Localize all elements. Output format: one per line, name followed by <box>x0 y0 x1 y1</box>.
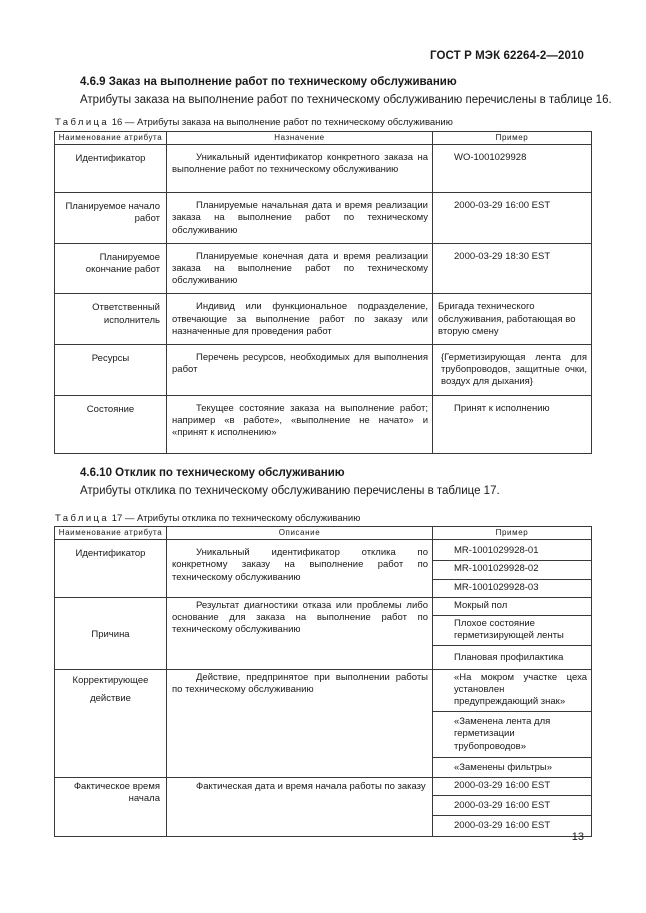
column-header: Наименование атрибута <box>55 527 167 540</box>
attr-name: Ответственный исполнитель <box>55 294 167 345</box>
attr-desc: Фактическая дата и время начала работы по заказу <box>167 778 433 837</box>
column-header: Описание <box>167 527 433 540</box>
column-header: Назначение <box>167 132 433 145</box>
table-row <box>55 778 592 796</box>
attr-desc: Уникальный идентификатор отклика по конкретному заказу на выполнение работ по техническому обслуживанию <box>167 540 433 598</box>
attr-example: Мокрый пол <box>433 597 592 615</box>
attr-name: Состояние <box>55 395 167 453</box>
attr-desc: Действие, предпринятое при выполнении работы по техническому обслуживанию <box>167 669 433 777</box>
attr-name: Фактическое время начала <box>55 778 167 837</box>
caption-text: 17 — Атрибуты отклика по техническому обслуживанию <box>109 513 361 524</box>
attr-name: Планируемое окончание работ <box>55 243 167 294</box>
table-row <box>55 395 592 453</box>
attr-example: 2000-03-29 18:30 EST <box>433 243 592 294</box>
attr-desc: Уникальный идентификатор конкретного заказа на выполнение работ по техническому обслуживанию <box>167 145 433 193</box>
attr-example: 2000-03-29 16:00 EST <box>433 816 592 836</box>
column-header: Пример <box>433 527 592 540</box>
table-16-caption <box>55 117 453 128</box>
running-header: ГОСТ Р МЭК 62264-2—2010 <box>430 50 584 62</box>
attr-example: WO-1001029928 <box>433 145 592 193</box>
attr-name: Корректирующее действие <box>55 669 167 777</box>
table-16 <box>54 131 592 454</box>
attr-desc: Планируемые конечная дата и время реализации заказа на выполнение работ по техническому обслуживанию <box>167 243 433 294</box>
table-row <box>55 345 592 396</box>
table-row <box>55 597 592 615</box>
section-heading-4-6-10: 4.6.10 Отклик по техническому обслуживанию <box>80 467 345 479</box>
caption-word: Таблица <box>55 117 110 128</box>
table-row <box>55 243 592 294</box>
attr-example: «На мокром участке цеха установлен предупреждающий знак» <box>433 669 592 712</box>
attr-name: Идентификатор <box>55 540 167 598</box>
attr-example: «Заменена лента для герметизации трубопроводов» <box>433 712 592 758</box>
table-row <box>55 669 592 712</box>
table-17 <box>54 526 592 837</box>
attr-desc: Текущее состояние заказа на выполнение работ; например «в работе», «выполнение не начато» и «принят к исполнению» <box>167 395 433 453</box>
attr-name: Идентификатор <box>55 145 167 193</box>
column-header: Наименование атрибута <box>55 132 167 145</box>
section-intro-4-6-9: Атрибуты заказа на выполнение работ по техническому обслуживанию перечислены в таблице 16. <box>80 94 612 106</box>
table-header-row <box>55 527 592 540</box>
attr-example: Принят к исполнению <box>433 395 592 453</box>
attr-example: 2000-03-29 16:00 EST <box>433 778 592 796</box>
table-row <box>55 145 592 193</box>
attr-example: MR-1001029928-01 <box>433 540 592 561</box>
attr-name: Планируемое начало работ <box>55 193 167 244</box>
attr-example: {Герметизирующая лента для трубопроводов, защитные очки, воздух для дыхания} <box>433 345 592 396</box>
attr-desc: Перечень ресурсов, необходимых для выполнения работ <box>167 345 433 396</box>
attr-desc: Результат диагностики отказа или проблемы либо основание для заказа на выполнение работ по техническому обслуживанию <box>167 597 433 669</box>
attr-example: Плановая профилактика <box>433 646 592 669</box>
section-heading-4-6-9: 4.6.9 Заказ на выполнение работ по техническому обслуживанию <box>80 76 457 88</box>
table-row <box>55 540 592 561</box>
caption-text: 16 — Атрибуты заказа на выполнение работ по техническому обслуживанию <box>109 117 453 128</box>
table-row <box>55 193 592 244</box>
section-intro-4-6-10: Атрибуты отклика по техническому обслуживанию перечислены в таблице 17. <box>80 485 500 497</box>
attr-name: Причина <box>55 597 167 669</box>
column-header: Пример <box>433 132 592 145</box>
table-row <box>55 294 592 345</box>
attr-desc: Планируемые начальная дата и время реализации заказа на выполнение работ по техническому обслуживанию <box>167 193 433 244</box>
attr-example: Плохое состояние герметизирующей ленты <box>433 616 592 646</box>
attr-example: MR-1001029928-03 <box>433 579 592 597</box>
caption-word: Таблица <box>55 513 110 524</box>
page-number: 13 <box>571 831 584 843</box>
attr-example: 2000-03-29 16:00 EST <box>433 796 592 816</box>
attr-desc: Индивид или функциональное подразделение, отвечающие за выполнение работ по заказу или назначенные для проведения работ <box>167 294 433 345</box>
attr-example: Бригада технического обслуживания, работающая во вторую смену <box>433 294 592 345</box>
table-17-caption <box>55 513 360 524</box>
table-header-row <box>55 132 592 145</box>
attr-example: MR-1001029928-02 <box>433 561 592 579</box>
attr-example: «Заменены фильтры» <box>433 757 592 777</box>
attr-example: 2000-03-29 16:00 EST <box>433 193 592 244</box>
attr-name: Ресурсы <box>55 345 167 396</box>
